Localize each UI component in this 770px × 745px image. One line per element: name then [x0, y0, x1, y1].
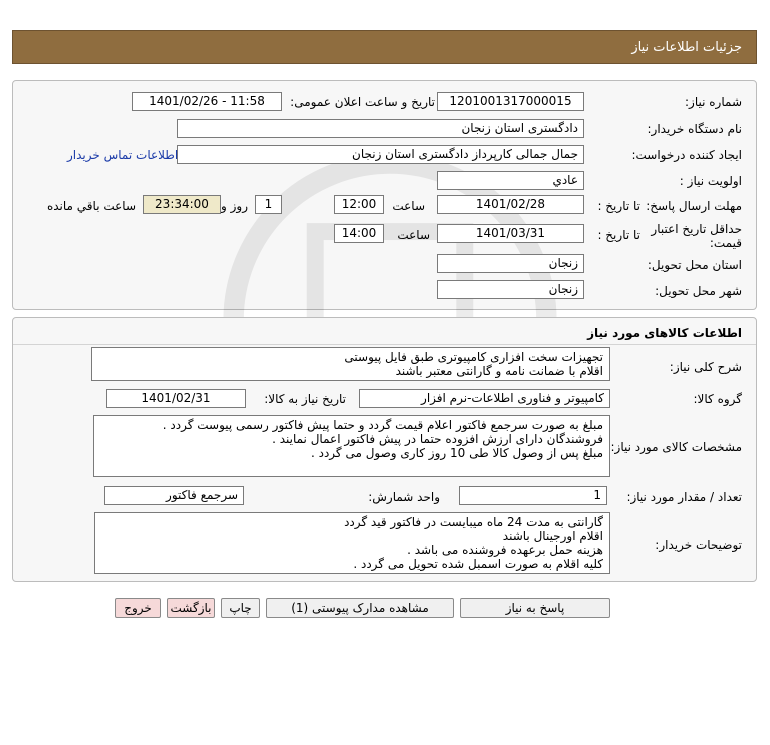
page-title: جزئيات اطلاعات نياز: [631, 40, 742, 55]
summary-field: [91, 347, 610, 381]
notes-line-1: گارانتی به مدت 24 ماه میبایست در فاکتور قید گردد: [344, 515, 603, 529]
deadline-label: مهلت ارسال پاسخ:: [646, 199, 742, 213]
exit-button[interactable]: خروج: [115, 598, 161, 618]
group-field: کامپیوتر و فناوری اطلاعات-نرم افزار: [359, 389, 610, 408]
city-field: زنجان: [437, 280, 584, 299]
summary-label: شرح کلی نیاز:: [669, 360, 742, 374]
notes-field: [94, 512, 610, 574]
city-label: شهر محل تحویل:: [655, 284, 742, 298]
buyer-field: دادگستری استان زنجان: [177, 119, 584, 138]
creator-label: ایجاد کننده درخواست:: [631, 148, 742, 162]
priority-label: اولویت نیاز :: [679, 174, 742, 188]
deadline-date-field: 1401/02/28: [437, 195, 584, 214]
notes-line-3: هزینه حمل برعهده فروشنده می باشد .: [407, 543, 603, 557]
buyer-label: نام دستگاه خریدار:: [647, 122, 742, 136]
summary-line-2: اقلام با ضمانت نامه و گارانتی معتبر باشند: [395, 364, 603, 378]
validity-date-field: 1401/03/31: [437, 224, 584, 243]
goods-title-divider: [13, 344, 756, 345]
view-attachments-button[interactable]: مشاهده مدارک پیوستی (1): [266, 598, 454, 618]
need-date-label: تاریخ نیاز به کالا:: [264, 392, 346, 406]
remaining-time-field: 23:34:00: [143, 195, 221, 214]
remaining-label: ساعت باقي مانده: [46, 199, 136, 213]
province-label: استان محل تحویل:: [647, 258, 742, 272]
validity-time-field: 14:00: [334, 224, 384, 243]
group-label: گروه کالا:: [693, 392, 742, 406]
qty-field: 1: [459, 486, 607, 505]
notes-line-4: کلیه اقلام به صورت اسمبل شده تحویل می گردد .: [353, 557, 603, 571]
spec-line-3: مبلغ پس از وصول کالا طی 10 روز کاری وصول می گردد .: [310, 446, 603, 460]
validity-label: حداقل تاریخ اعتبار قیمت:: [651, 222, 742, 250]
summary-line-1: تجهیزات سخت افزاری کامپیوتری طبق فایل پیوستی: [344, 350, 603, 364]
announce-label: تاریخ و ساعت اعلان عمومی:: [290, 95, 435, 109]
deadline-until-label: تا تاریخ :: [597, 199, 640, 213]
spec-line-2: فروشندگان دارای ارزش افزوده حتما در پیش فاکتور اعمال نمایند .: [272, 432, 603, 446]
need-number-field: 1201001317000015: [437, 92, 584, 111]
notes-line-2: اقلام اورجینال باشند: [502, 529, 603, 543]
buyer-contact-link[interactable]: اطلاعات تماس خریدار: [67, 148, 179, 162]
days-label: روز و: [221, 199, 248, 213]
need-date-field: 1401/02/31: [106, 389, 246, 408]
qty-label: تعداد / مقدار مورد نیاز:: [626, 490, 742, 504]
spec-field: [93, 415, 610, 477]
priority-field: عادي: [437, 171, 584, 190]
province-field: زنجان: [437, 254, 584, 273]
announce-field: 1401/02/26 - 11:58: [132, 92, 282, 111]
goods-section-title: اطلاعات کالاهای مورد نیاز: [587, 326, 742, 340]
reply-button[interactable]: پاسخ به نیاز: [460, 598, 610, 618]
creator-field: جمال جمالی کارپرداز دادگستری استان زنجان: [177, 145, 584, 164]
need-number-label: شماره نیاز:: [685, 95, 742, 109]
deadline-time-field: 12:00: [334, 195, 384, 214]
validity-until-label: تا تاریخ :: [597, 228, 640, 242]
back-button[interactable]: بازگشت: [167, 598, 215, 618]
unit-label: واحد شمارش:: [368, 490, 440, 504]
unit-field: سرجمع فاکتور: [104, 486, 244, 505]
days-remaining-field: 1: [255, 195, 282, 214]
page-header: [12, 30, 757, 64]
spec-line-1: مبلغ به صورت سرجمع فاکتور اعلام قیمت گردد و حتما پیش فاکتور رسمی پیوست گردد .: [162, 418, 603, 432]
notes-label: توضیحات خریدار:: [655, 538, 742, 552]
deadline-time-label: ساعت: [392, 199, 425, 213]
spec-label: مشخصات کالای مورد نیاز:: [610, 440, 742, 454]
print-button[interactable]: چاپ: [221, 598, 260, 618]
validity-time-label: ساعت: [397, 228, 430, 242]
